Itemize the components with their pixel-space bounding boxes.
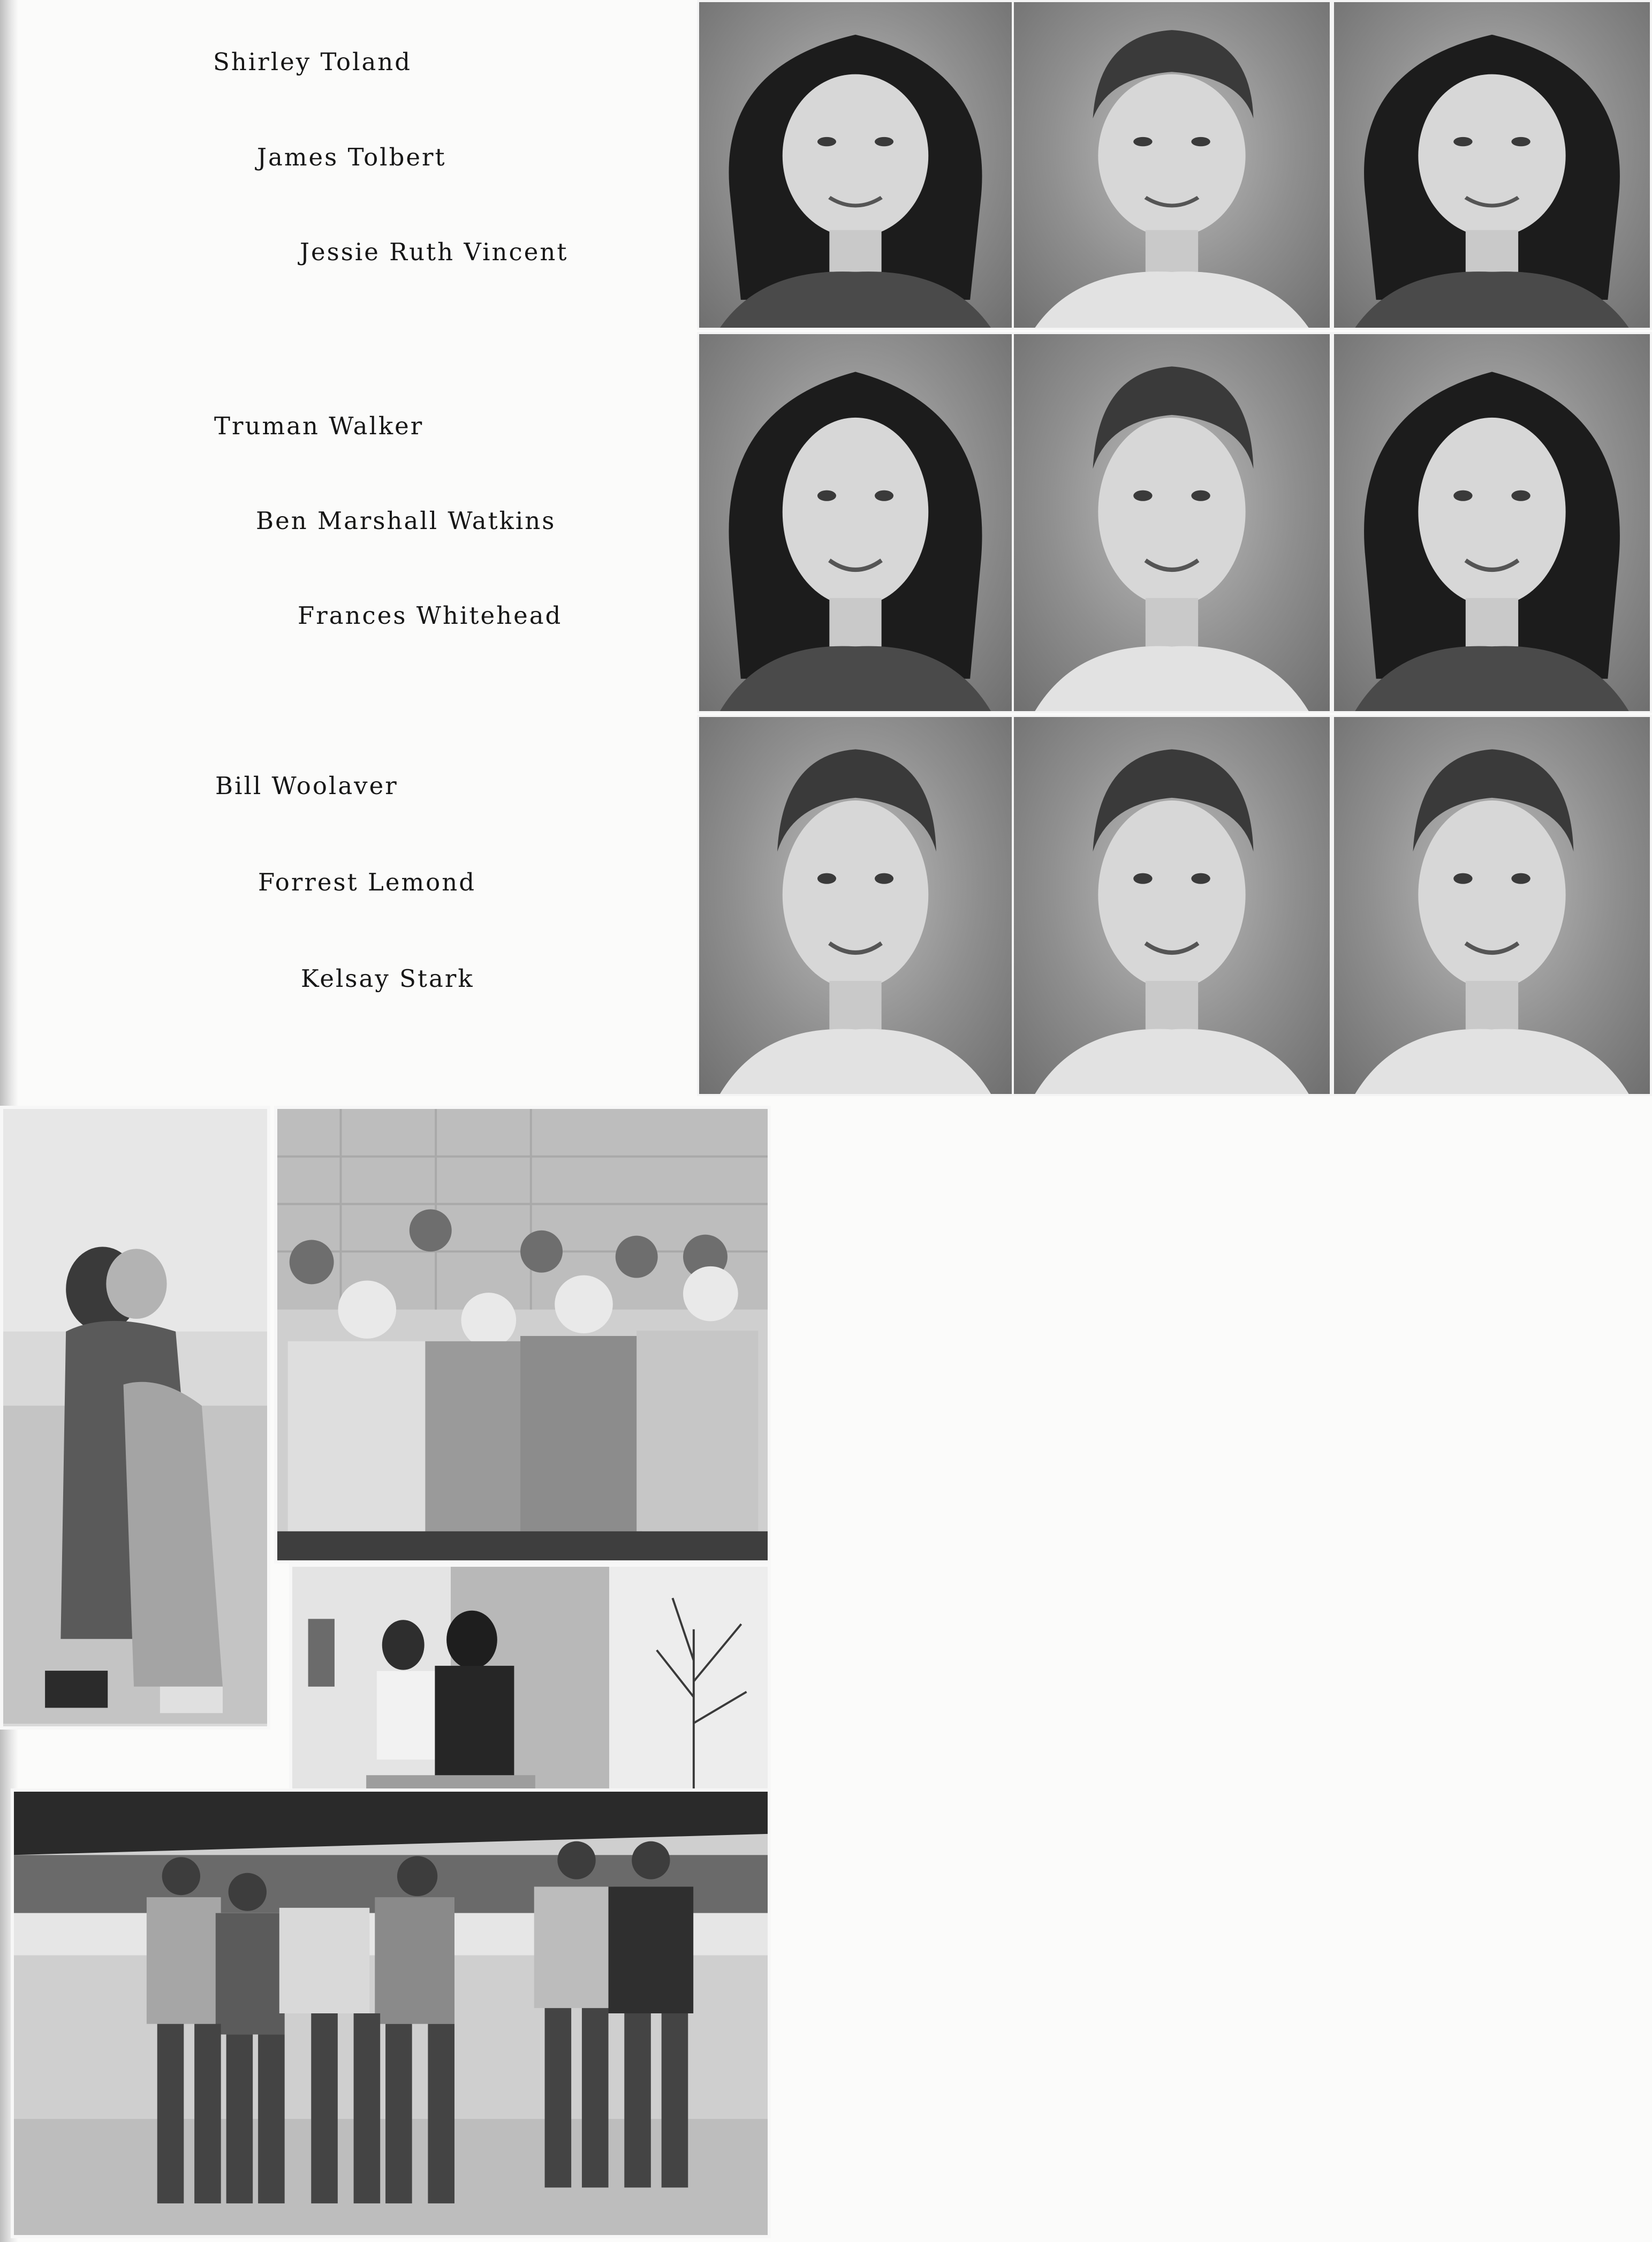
name-jessie-ruth-vincent: Jessie Ruth Vincent xyxy=(300,238,569,266)
name-forrest-lemond: Forrest Lemond xyxy=(258,868,476,896)
name-ben-marshall-watkins: Ben Marshall Watkins xyxy=(256,507,556,535)
name-kelsay-stark: Kelsay Stark xyxy=(301,964,474,993)
name-bill-woolaver: Bill Woolaver xyxy=(215,772,398,800)
name-truman-walker: Truman Walker xyxy=(214,412,424,440)
portrait-8-boy-portrait xyxy=(1012,715,1332,1096)
snapshot-group-of-boys-seated xyxy=(274,1106,771,1564)
snapshot-boys-outdoors-group xyxy=(11,1788,771,2238)
name-shirley-toland: Shirley Toland xyxy=(213,48,412,76)
portrait-1-girl-portrait xyxy=(697,0,1014,330)
portrait-7-boy-portrait xyxy=(697,715,1014,1096)
portrait-4-girl-portrait xyxy=(697,332,1014,713)
portrait-2-boy-portrait xyxy=(1012,0,1332,330)
snapshot-two-girls-hugging xyxy=(0,1106,270,1730)
name-frances-whitehead: Frances Whitehead xyxy=(298,601,563,630)
portrait-9-boy-portrait xyxy=(1332,715,1652,1096)
snapshot-two-girls-by-wall xyxy=(289,1564,771,1802)
name-james-tolbert: James Tolbert xyxy=(257,143,446,171)
portrait-5-boy-portrait xyxy=(1012,332,1332,713)
portrait-3-girl-portrait xyxy=(1332,0,1652,330)
portrait-6-girl-portrait xyxy=(1332,332,1652,713)
